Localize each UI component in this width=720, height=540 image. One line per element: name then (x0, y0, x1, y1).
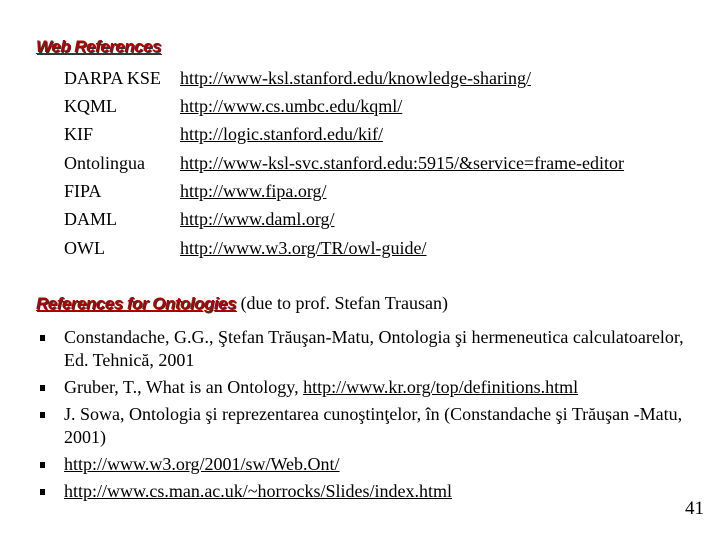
reference-link[interactable]: http://www-ksl-svc.stanford.edu:5915/&service=frame-editor (180, 153, 625, 173)
reference-link[interactable]: http://www.w3.org/2001/sw/Web.Ont/ (64, 454, 340, 474)
reference-link[interactable]: http://logic.stanford.edu/kif/ (180, 124, 383, 144)
square-bullet-icon (40, 335, 45, 341)
list-item (36, 376, 706, 399)
reference-name: OWL (64, 238, 105, 258)
ontology-references-heading: References for Ontologies (36, 294, 237, 313)
reference-text: Gruber, T., What is an Ontology, (64, 377, 304, 397)
reference-text: Constandache, G.G., Ştefan Trăuşan-Matu, Ontologia şi hermeneutica calculatoarelor, Ed. Tehnică, 2001 (64, 327, 684, 370)
reference-name: DARPA KSE (64, 68, 161, 88)
ontology-reference-list (36, 326, 706, 507)
web-references-heading: Web References (36, 37, 161, 56)
reference-name: DAML (64, 209, 117, 229)
list-item (36, 453, 706, 476)
reference-link[interactable]: http://www.cs.man.ac.uk/~horrocks/Slides/index.html (64, 481, 453, 501)
list-item (36, 403, 706, 449)
square-bullet-icon (40, 462, 45, 468)
square-bullet-icon (40, 385, 45, 391)
square-bullet-icon (40, 489, 45, 495)
list-item (36, 326, 706, 372)
reference-name: KIF (64, 124, 94, 144)
reference-link[interactable]: http://www.daml.org/ (180, 209, 335, 229)
reference-name: Ontolingua (64, 153, 145, 173)
reference-link[interactable]: http://www.cs.umbc.edu/kqml/ (180, 96, 403, 116)
reference-link[interactable]: http://www.w3.org/TR/owl-guide/ (180, 238, 427, 258)
list-item (36, 480, 706, 503)
ontology-references-title (36, 293, 448, 314)
ontology-references-note: (due to prof. Stefan Trausan) (236, 293, 449, 313)
reference-name: KQML (64, 96, 117, 116)
reference-text: J. Sowa, Ontologia şi reprezentarea cunoştinţelor, în (Constandache şi Trăuşan -Matu, 2001) (64, 404, 683, 447)
reference-link[interactable]: http://www.kr.org/top/definitions.html (303, 377, 579, 397)
page-number: 41 (685, 498, 704, 519)
reference-name: FIPA (64, 181, 102, 201)
square-bullet-icon (40, 412, 45, 418)
reference-link[interactable]: http://www-ksl.stanford.edu/knowledge-sharing/ (180, 68, 531, 88)
reference-link[interactable]: http://www.fipa.org/ (180, 181, 327, 201)
